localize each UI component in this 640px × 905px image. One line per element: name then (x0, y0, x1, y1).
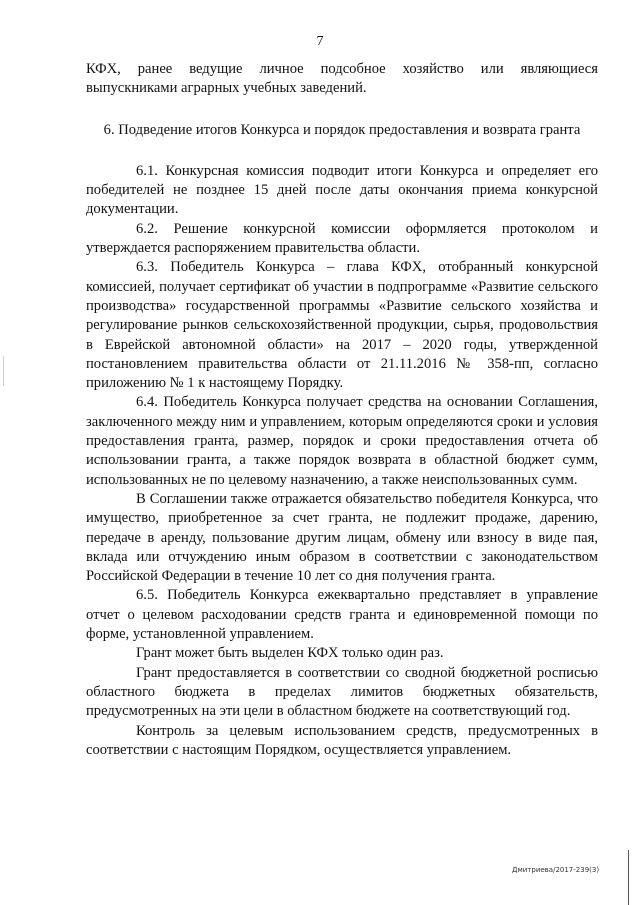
lead-paragraph: КФХ, ранее ведущие личное подсобное хозяйство или являющиеся выпускниками аграрных учебных заведений. (86, 61, 598, 97)
paragraph-6-2: 6.2. Решение конкурсной комиссии оформляется протоколом и утверждается распоряжением правительства области. (86, 220, 598, 257)
paragraph-6-5: 6.5. Победитель Конкурса ежеквартально представляет в управление отчет о целевом расходовании средств гранта и единовременной помощи по форме, установленной управлением. (86, 587, 598, 643)
paragraph-grant-budget: Грант предоставляется в соответствии со сводной бюджетной росписью областного бюджета в пределах лимитов бюджетных обязательств, предусмотренных на эти цели в областном бюджете на соответствующий год. (86, 664, 598, 720)
document-body (86, 60, 598, 760)
footer-document-code: Дмитриева/2017-239(3) (512, 866, 600, 874)
paragraph-6-3: 6.3. Победитель Конкурса – глава КФХ, отобранный конкурсной комиссией, получает сертификат об участии в подпрограмме «Развитие сельского производства» государственной программы «Развитие сельского хозяйства и регулирование рынков сельскохозяйственной продукции, сырья, продовольствия в Еврейской автономной области» на 2017 – 2020 годы, утвержденной постановлением правительства области от 21.11.2016 № 358-пп, согласно приложению № 1 к настоящему Порядку. (86, 259, 598, 392)
paragraph-6-1: 6.1. Конкурсная комиссия подводит итоги Конкурса и определяет его победителей не позднее 15 дней после даты окончания приема конкурсной документации. (86, 162, 598, 218)
scan-edge-mark (628, 850, 629, 905)
section-heading: 6. Подведение итогов Конкурса и порядок предоставления и возврата гранта (103, 121, 581, 138)
page-number: 7 (316, 34, 324, 49)
paragraph-control: Контроль за целевым использованием средств, предусмотренных в соответствии с настоящим Порядком, осуществляется управлением. (86, 722, 598, 758)
paragraph-6-4: 6.4. Победитель Конкурса получает средства на основании Соглашения, заключенного между ним и управлением, которым определяются сроки и условия предоставления гранта, размер, порядок и сроки предоставления отчета об использовании гранта, а также порядок возврата в областной бюджет сумм, использованных не по целевому назначению, а также неиспользованных сумм. (86, 394, 598, 488)
paragraph-grant-once: Грант может быть выделен КФХ только один раз. (136, 645, 444, 662)
paragraph-agreement-obligation: В Соглашении также отражается обязательство победителя Конкурса, что имущество, приобретенное за счет гранта, не подлежит продаже, дарению, передаче в аренду, пользование другим лицам, обмену или взносу в виде пая, вклада или отчуждению иным образом в соответствии с законодательством Российской Федерации в течение 10 лет со дня получения гранта. (86, 490, 598, 585)
scan-margin-mark (3, 356, 4, 386)
